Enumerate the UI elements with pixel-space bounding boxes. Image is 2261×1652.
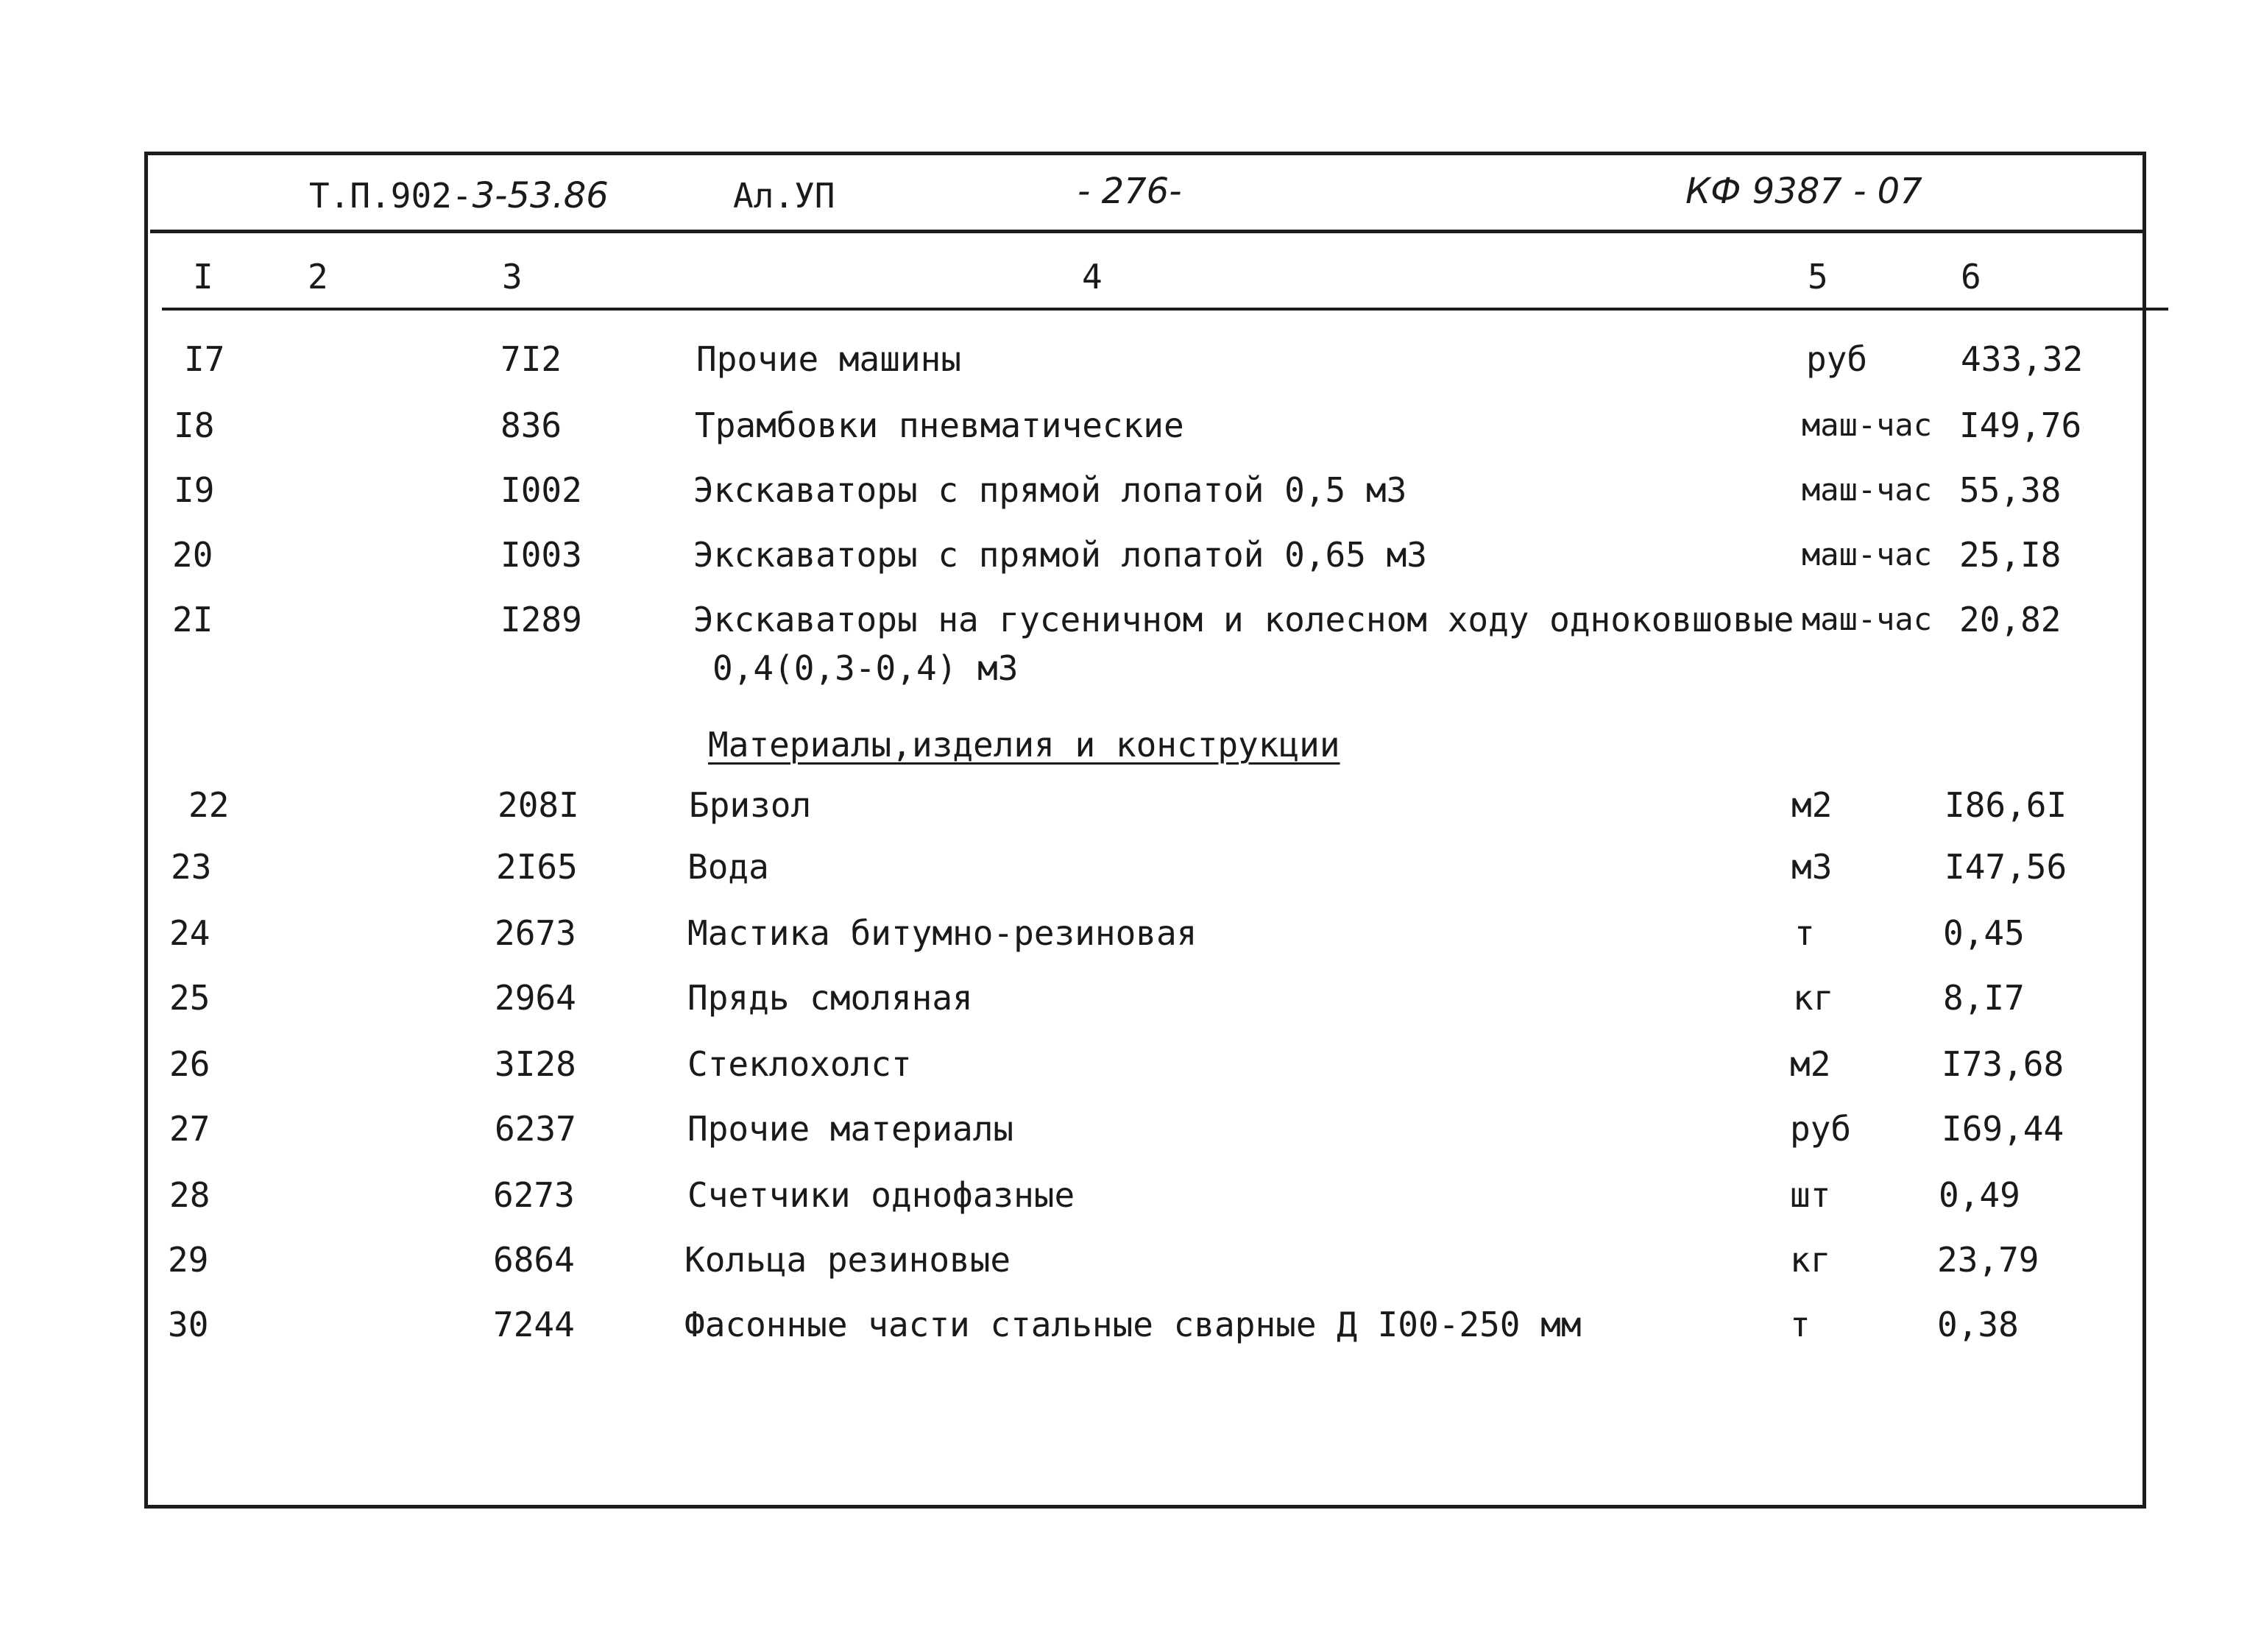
- row-name: Прочие машины: [696, 339, 962, 379]
- row-value: I47,56: [1945, 847, 2067, 887]
- album-label: Ал.УП: [733, 176, 835, 216]
- row-unit: руб: [1790, 1109, 1852, 1149]
- column-header-3: 3: [502, 257, 523, 297]
- row-name: Кольца резиновые: [684, 1240, 1011, 1280]
- row-unit: маш-час: [1802, 407, 1933, 443]
- row-value: 0,45: [1943, 913, 2025, 953]
- row-value: 25,I8: [1959, 535, 2062, 575]
- row-code: 6237: [495, 1109, 576, 1149]
- row-name: Вода: [687, 847, 769, 887]
- column-header-divider: [162, 308, 2168, 311]
- row-value: I86,6I: [1945, 785, 2067, 825]
- row-code: 208I: [498, 785, 579, 825]
- table-row: [0, 1043, 2261, 1085]
- row-number: I9: [174, 470, 215, 510]
- row-code: 836: [500, 405, 562, 445]
- column-header-2: 2: [308, 257, 328, 297]
- row-code: 2673: [495, 913, 576, 953]
- table-row: [0, 846, 2261, 887]
- row-name: Трамбовки пневматические: [695, 405, 1184, 445]
- row-number: I8: [174, 405, 215, 445]
- row-number: 23: [171, 847, 212, 887]
- column-header-6: 6: [1961, 257, 1981, 297]
- row-number: 29: [168, 1240, 209, 1280]
- row-number: 2I: [172, 600, 213, 639]
- table-row: [0, 912, 2261, 954]
- row-value: 433,32: [1961, 339, 2084, 379]
- row-unit: м2: [1790, 1044, 1831, 1084]
- row-name: Экскаваторы на гусеничном и колесном ходу одноковшовые: [693, 600, 1794, 639]
- row-unit: т: [1794, 913, 1815, 953]
- row-value: I49,76: [1959, 405, 2082, 445]
- row-number: 28: [169, 1175, 210, 1215]
- row-value: 0,38: [1937, 1305, 2019, 1344]
- row-code: I003: [500, 535, 582, 575]
- row-value: I73,68: [1942, 1044, 2064, 1084]
- table-row: [0, 977, 2261, 1018]
- table-row: [0, 784, 2261, 826]
- row-unit: т: [1790, 1305, 1811, 1344]
- row-number: 20: [172, 535, 213, 575]
- row-name: Бризол: [689, 785, 812, 825]
- row-code: 7I2: [500, 339, 562, 379]
- row-code: 2I65: [496, 847, 578, 887]
- header-divider: [150, 230, 2143, 233]
- row-code: 6273: [493, 1175, 575, 1215]
- row-unit: руб: [1806, 339, 1868, 379]
- row-unit: м3: [1791, 847, 1833, 887]
- row-name: Экскаваторы с прямой лопатой 0,65 м3: [693, 535, 1427, 575]
- row-number: 26: [169, 1044, 210, 1084]
- row-unit: маш-час: [1802, 601, 1933, 637]
- row-value: 55,38: [1959, 470, 2062, 510]
- row-number: 30: [168, 1305, 209, 1344]
- row-number: 22: [188, 785, 230, 825]
- row-unit: шт: [1790, 1175, 1831, 1215]
- row-unit: маш-час: [1802, 472, 1933, 508]
- table-row: [0, 599, 2261, 640]
- row-name: Фасонные части стальные сварные Д I00-250 мм: [684, 1305, 1582, 1344]
- row-code: 7244: [493, 1305, 575, 1344]
- column-header-5: 5: [1808, 257, 1828, 297]
- table-row: [0, 1174, 2261, 1216]
- table-row: [0, 1304, 2261, 1345]
- document-code: КФ 9387 - 07: [1685, 171, 1922, 212]
- table-row: [0, 469, 2261, 511]
- row-value: I69,44: [1942, 1109, 2064, 1149]
- page-number: - 276-: [1078, 171, 1182, 212]
- row-code: I289: [500, 600, 582, 639]
- table-row: [0, 338, 2261, 380]
- row-unit: кг: [1790, 1240, 1831, 1280]
- row-value: 8,I7: [1943, 978, 2025, 1018]
- section-title: Материалы,изделия и конструкции: [708, 725, 1340, 765]
- row-code: 3I28: [495, 1044, 576, 1084]
- row-name: Счетчики однофазные: [687, 1175, 1075, 1215]
- row-unit: маш-час: [1802, 536, 1933, 572]
- row-unit: кг: [1793, 978, 1834, 1018]
- table-row: [0, 405, 2261, 446]
- row-value: 23,79: [1937, 1240, 2039, 1280]
- table-row: [0, 1108, 2261, 1149]
- column-header-4: 4: [1082, 257, 1103, 297]
- row-number: 27: [169, 1109, 210, 1149]
- row-name: Прядь смоляная: [687, 978, 973, 1018]
- row-number: I7: [184, 339, 225, 379]
- row-code: I002: [500, 470, 582, 510]
- table-row: [0, 534, 2261, 575]
- row-unit: м2: [1791, 785, 1833, 825]
- row-name-continuation: 0,4(0,3-0,4) м3: [712, 648, 1019, 688]
- row-code: 6864: [493, 1240, 575, 1280]
- row-name: Стеклохолст: [687, 1044, 912, 1084]
- row-name: Мастика битумно-резиновая: [687, 913, 1197, 953]
- row-value: 20,82: [1959, 600, 2062, 639]
- row-name: Прочие материалы: [687, 1109, 1014, 1149]
- row-name: Экскаваторы с прямой лопатой 0,5 м3: [693, 470, 1407, 510]
- table-row: [0, 1239, 2261, 1280]
- row-number: 25: [169, 978, 210, 1018]
- row-value: 0,49: [1939, 1175, 2020, 1215]
- column-header-1: I: [193, 257, 213, 297]
- project-number: Т.П.902-3-53.86: [309, 175, 609, 216]
- row-number: 24: [169, 913, 210, 953]
- row-code: 2964: [495, 978, 576, 1018]
